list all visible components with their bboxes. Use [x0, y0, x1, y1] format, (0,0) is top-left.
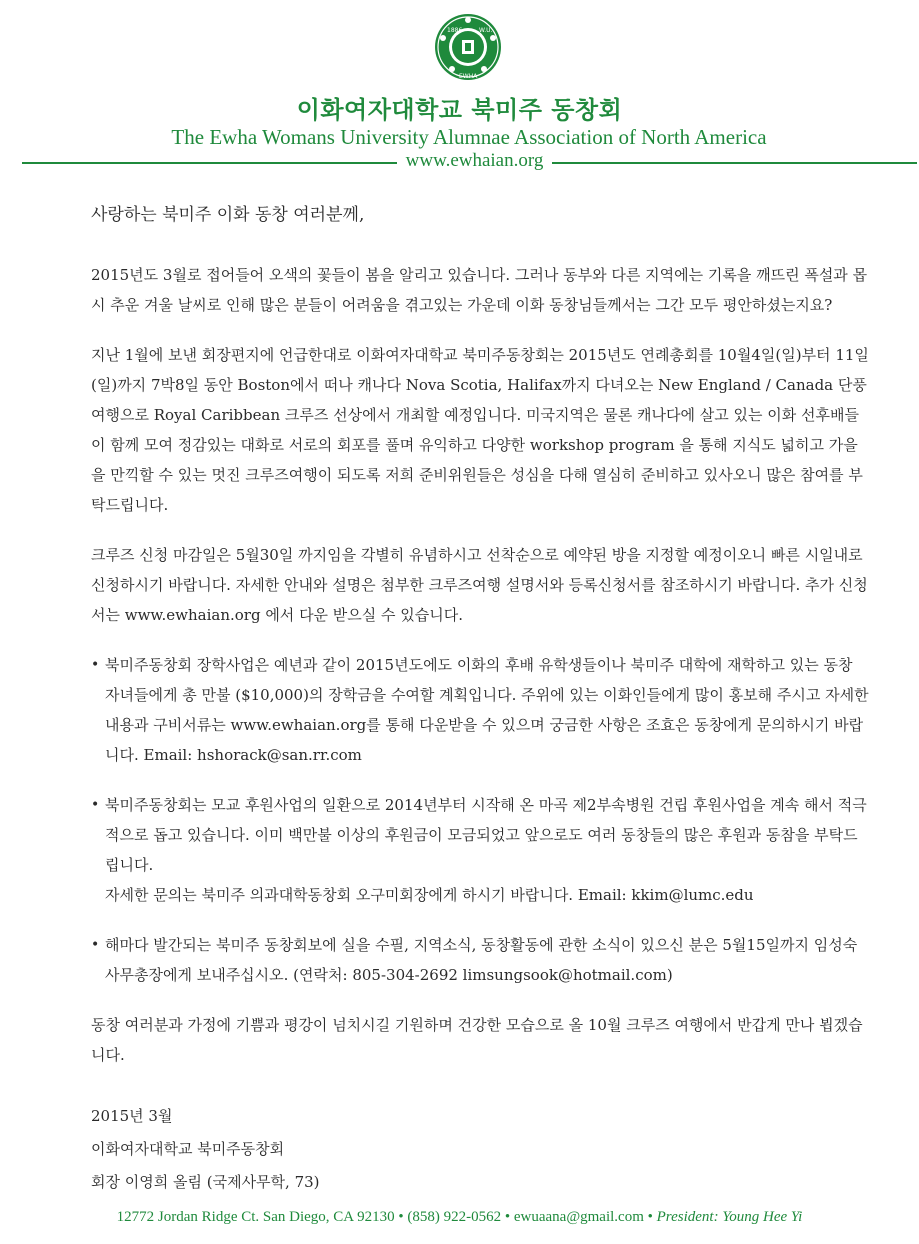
header-rule: [22, 150, 917, 174]
bullet-dot: •: [91, 657, 100, 673]
letterhead: [0, 0, 919, 180]
footer-separator: •: [398, 1209, 404, 1225]
bullet-dot: •: [91, 797, 100, 813]
organization-name-korean: 이화여자대학교 북미주 동창회: [296, 96, 623, 124]
bullet-text: 북미주동창회 장학사업은 예년과 같이 2015년도에도 이화의 후배 유학생들이나 북미주 대학에 재학하고 있는 동창 자녀들에게 총 만불 ($10,000)의 장학금을 수여할 계획입니다. 주위에 있는 이화인들에게 많이 홍보해 주시고 자세한 내용과 구비서류는 www.ewhaian.org를 통해 다운받을 수 있으며 궁금한 사항은 조효은 동창에게 문의하시기 바랍니다. Email: hshorack@san.rr.com: [105, 656, 869, 764]
bullet-item-hospital: [91, 790, 871, 910]
footer-address: 12772 Jordan Ridge Ct. San Diego, CA 92130: [116, 1209, 395, 1225]
rule-left: [22, 162, 397, 164]
footer-separator: •: [504, 1209, 511, 1225]
ewha-seal-logo: [433, 12, 503, 82]
rule-right: [552, 162, 917, 164]
footer-phone: (858) 922-0562: [407, 1209, 502, 1225]
svg-text:EWHA: EWHA: [459, 73, 478, 80]
footer-president: President: Young Hee Yi: [656, 1209, 803, 1225]
footer-separator: •: [647, 1209, 653, 1225]
bullet-text: 북미주동창회는 모교 후원사업의 일환으로 2014년부터 시작해 온 마곡 제2부속병원 건립 후원사업을 계속 해서 적극적으로 돕고 있습니다. 이미 백만불 이상의 후원금이 모금되었고 앞으로도 여러 동창들의 많은 후원과 동참을 부탁드립니다.: [105, 796, 867, 874]
greeting: 사랑하는 북미주 이화 동창 여러분께,: [91, 205, 365, 225]
paragraph-1: 2015년도 3월로 접어들어 오색의 꽃들이 봄을 알리고 있습니다. 그러나 동부와 다른 지역에는 기록을 깨뜨린 폭설과 몹시 추운 겨울 날씨로 인해 많은 분들이 어려움을 겪고있는 가운데 이화 동창님들께서는 그간 모두 평안하셨는지요?: [91, 266, 868, 314]
bullet-list: [91, 650, 871, 990]
signature-block: [91, 1100, 871, 1199]
signer-organization: 이화여자대학교 북미주동창회: [91, 1140, 285, 1158]
bullet-contact: 자세한 문의는 북미주 의과대학동창회 오구미회장에게 하시기 바랍니다. Email: kkim@lumc.edu: [105, 886, 754, 904]
paragraph-3: 크루즈 신청 마감일은 5월30일 까지임을 각별히 유념하시고 선착순으로 예약된 방을 지정할 예정이오니 빠른 시일내로 신청하시기 바랍니다. 자세한 안내와 설명은 첨부한 크루즈여행 설명서와 등록신청서를 참조하시기 바랍니다. 추가 신청서는 www.ewhaian.org 에서 다운 받으실 수 있습니다.: [91, 546, 868, 624]
letter-footer: [0, 1209, 919, 1226]
organization-name-english: The Ewha Womans University Alumnae Association of North America: [171, 125, 767, 149]
letter-body: [91, 200, 871, 1199]
letter-date: 2015년 3월: [91, 1107, 173, 1125]
signer-name: 회장 이영희 올림 (국제사무학, 73): [91, 1173, 320, 1191]
paragraph-2: 지난 1월에 보낸 회장편지에 언급한대로 이화여자대학교 북미주동창회는 2015년도 연례총회를 10월4일(일)부터 11일(일)까지 7박8일 동안 Boston에서 떠나 캐나다 Nova Scotia, Halifax까지 다녀오는 New England / Canada 단풍여행으로 Royal Caribbean 크루즈 선상에서 개최할 예정입니다. 미국지역은 물론 캐나다에 살고 있는 이화 선후배들이 함께 모여 정감있는 대화로 서로의 회포를 풀며 유익하고 다양한 workshop program 을 통해 지식도 넓히고 가을을 만끽할 수 있는 멋진 크루즈여행이 되도록 저희 준비위원들은 성심을 다해 열심히 준비하고 있사오니 많은 참여를 부탁드립니다.: [91, 346, 869, 514]
bullet-text: 해마다 발간되는 북미주 동창회보에 실을 수필, 지역소식, 동창활동에 관한 소식이 있으신 분은 5월15일까지 임성숙 사무총장에게 보내주십시오. (연락처: 805-304-2692 limsungsook@hotmail.com): [105, 936, 858, 984]
closing-paragraph: 동창 여러분과 가정에 기쁨과 평강이 넘치시길 기원하며 건강한 모습으로 올 10월 크루즈 여행에서 반갑게 만나 뵙겠습니다.: [91, 1016, 863, 1064]
footer-email[interactable]: ewuaana@gmail.com: [513, 1209, 644, 1225]
bullet-item-newsletter: [91, 930, 871, 990]
svg-text:1886: 1886: [447, 27, 463, 34]
bullet-item-scholarship: [91, 650, 871, 770]
bullet-dot: •: [91, 937, 100, 953]
svg-text:W.U.: W.U.: [479, 27, 493, 34]
website-url[interactable]: www.ewhaian.org: [405, 150, 544, 171]
